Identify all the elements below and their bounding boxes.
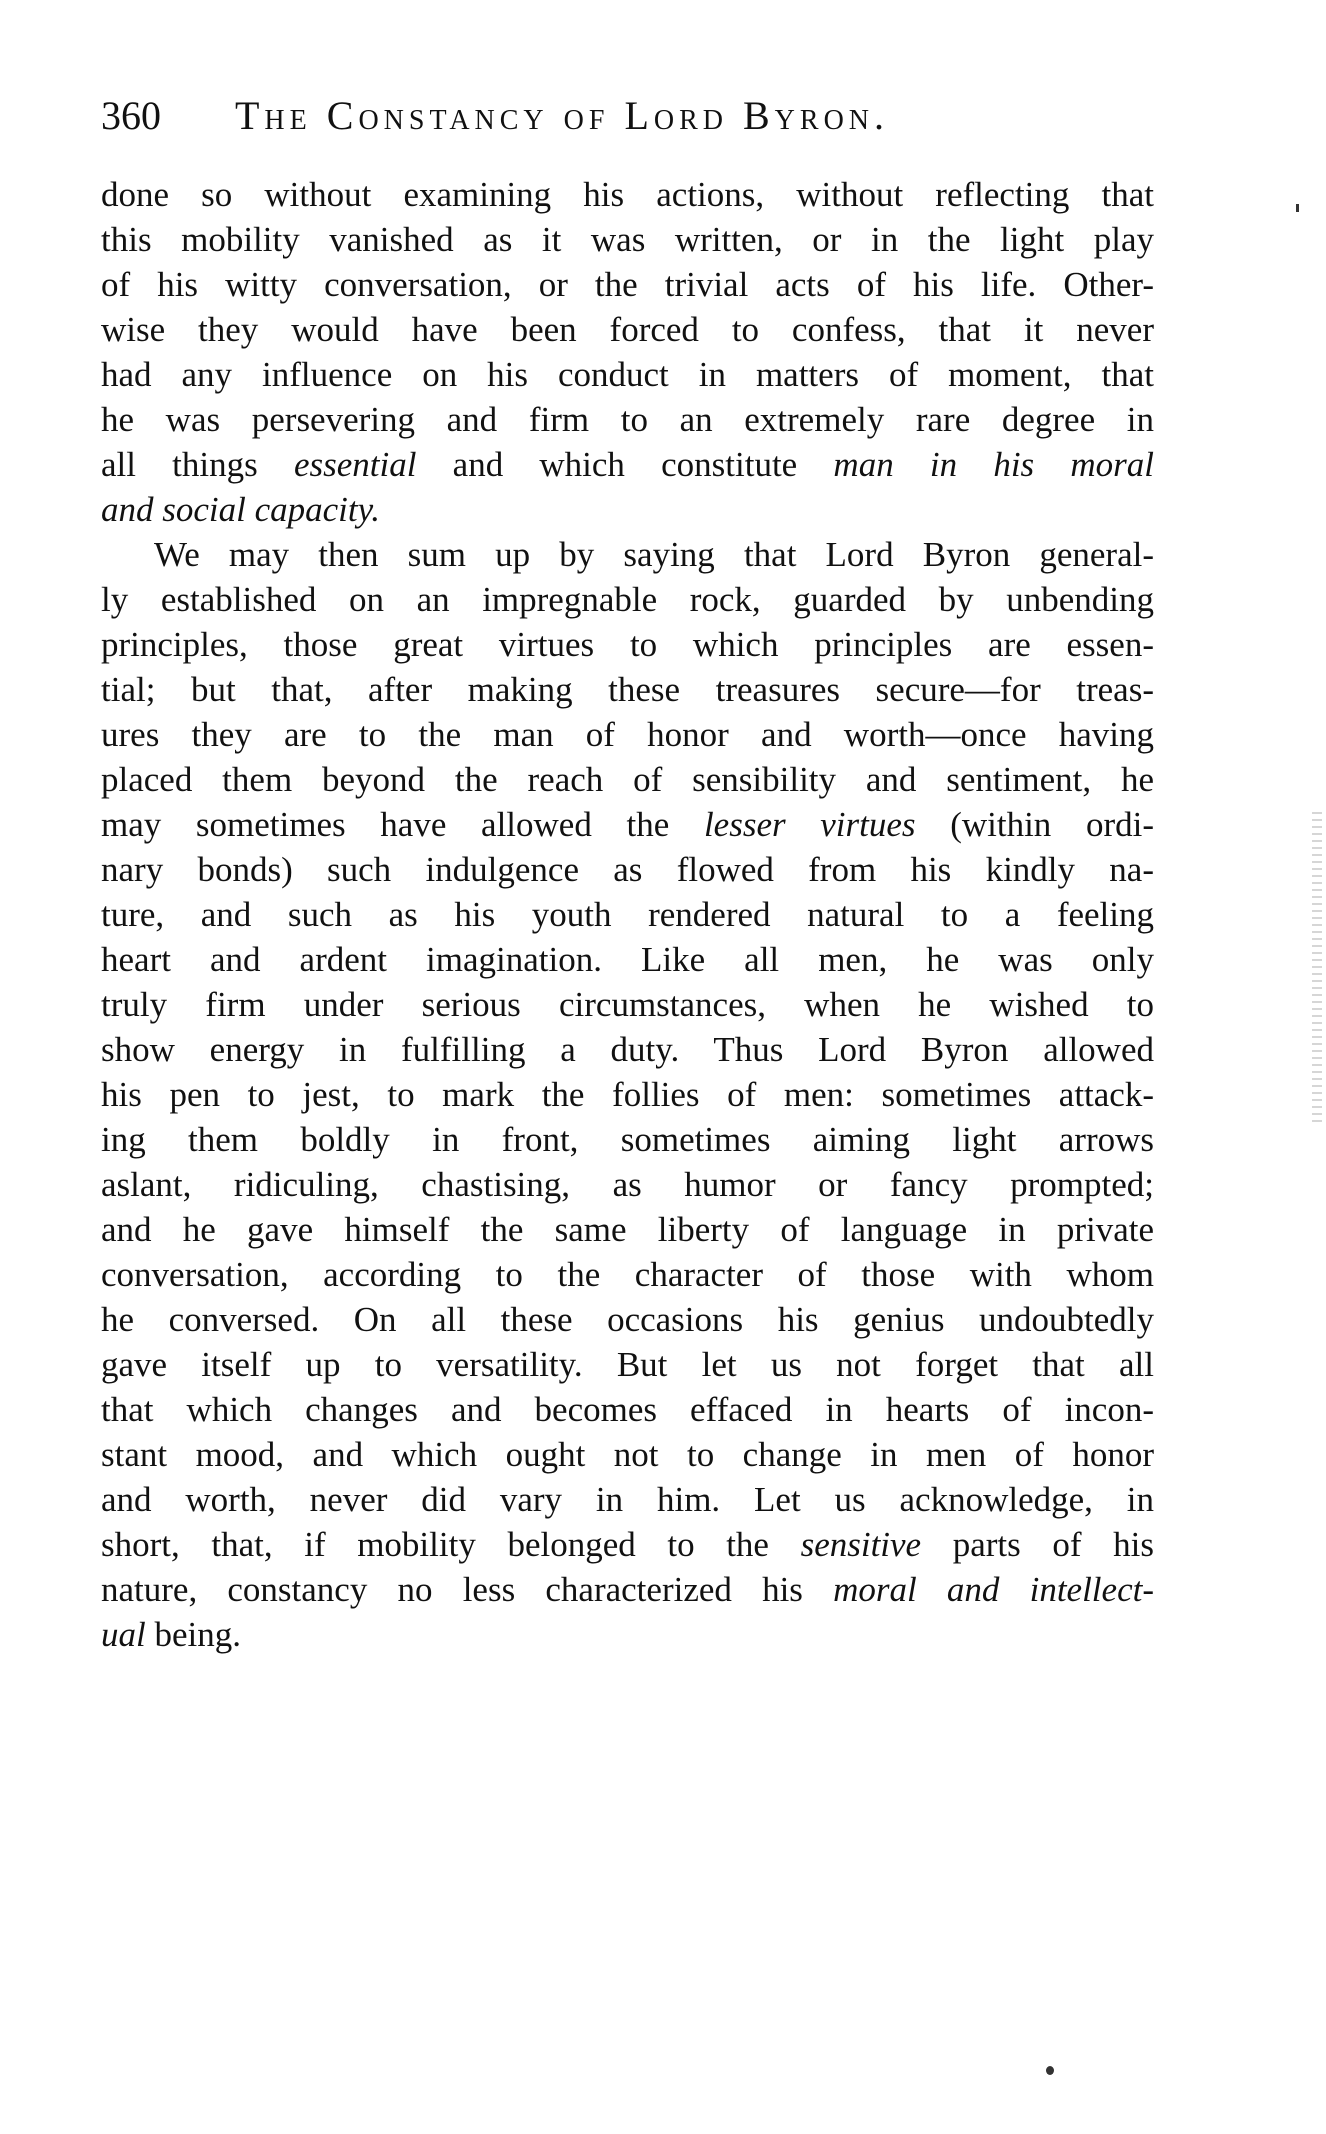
text-line bbox=[101, 1162, 1154, 1207]
text-line bbox=[101, 667, 1154, 712]
text-span: done so without examining his actions, without reflecting that bbox=[101, 175, 1154, 214]
paragraph bbox=[101, 532, 1154, 1657]
text-span: wise they would have been forced to confess, that it never bbox=[101, 310, 1154, 349]
text-span: ture, and such as his youth rendered natural to a feeling bbox=[101, 895, 1154, 934]
text-span: and he gave himself the same liberty of language in private bbox=[101, 1210, 1154, 1249]
text-span: may sometimes have allowed the bbox=[101, 805, 704, 844]
page-number: 360 bbox=[101, 93, 161, 138]
text-line bbox=[101, 1387, 1154, 1432]
text-span: gave itself up to versatility. But let us not forget that all bbox=[101, 1345, 1154, 1384]
text-line bbox=[101, 1027, 1154, 1072]
text-line bbox=[101, 937, 1154, 982]
text-line bbox=[101, 442, 1154, 487]
text-span: nature, constancy no less characterized his bbox=[101, 1570, 834, 1609]
text-line bbox=[101, 577, 1154, 622]
italic-text: and social capacity. bbox=[101, 490, 380, 529]
text-span: parts of his bbox=[921, 1525, 1154, 1564]
text-span: this mobility vanished as it was written, or in the light play bbox=[101, 220, 1154, 259]
text-line bbox=[101, 1522, 1154, 1567]
text-span: show energy in fulfilling a duty. Thus Lord Byron allowed bbox=[101, 1030, 1154, 1069]
text-span: he conversed. On all these occasions his genius undoubtedly bbox=[101, 1300, 1154, 1339]
text-line bbox=[101, 307, 1154, 352]
text-span: he was persevering and firm to an extremely rare degree in bbox=[101, 400, 1154, 439]
text-line bbox=[101, 532, 1154, 577]
text-line bbox=[101, 802, 1154, 847]
text-line bbox=[101, 1567, 1154, 1612]
text-line bbox=[101, 1297, 1154, 1342]
text-span: nary bonds) such indulgence as flowed from his kindly na- bbox=[101, 850, 1154, 889]
paragraph bbox=[101, 172, 1154, 532]
italic-text: ual bbox=[101, 1615, 146, 1654]
text-span: principles, those great virtues to which principles are essen- bbox=[101, 625, 1154, 664]
text-line bbox=[101, 757, 1154, 802]
page-header bbox=[101, 92, 1061, 142]
text-span: heart and ardent imagination. Like all men, he was only bbox=[101, 940, 1154, 979]
page-body bbox=[101, 172, 1154, 1657]
text-span: his pen to jest, to mark the follies of men: sometimes attack- bbox=[101, 1075, 1154, 1114]
italic-text: moral and intellect- bbox=[833, 1570, 1154, 1609]
text-span: and worth, never did vary in him. Let us acknowledge, in bbox=[101, 1480, 1154, 1519]
text-line bbox=[101, 1477, 1154, 1522]
text-line bbox=[101, 487, 1154, 532]
text-span: of his witty conversation, or the trivial acts of his life. Other- bbox=[101, 265, 1154, 304]
text-span: ures they are to the man of honor and worth—once having bbox=[101, 715, 1154, 754]
text-line bbox=[101, 397, 1154, 442]
text-line bbox=[101, 1072, 1154, 1117]
ink-speck bbox=[1046, 2066, 1054, 2075]
italic-text: lesser virtues bbox=[703, 805, 916, 844]
text-line bbox=[101, 892, 1154, 937]
text-line bbox=[101, 262, 1154, 307]
text-span: short, that, if mobility belonged to the bbox=[101, 1525, 801, 1564]
text-span: had any influence on his conduct in matters of moment, that bbox=[101, 355, 1154, 394]
text-line bbox=[101, 217, 1154, 262]
text-span: all things bbox=[101, 445, 294, 484]
text-line bbox=[101, 847, 1154, 892]
text-span: and which constitute bbox=[416, 445, 834, 484]
italic-text: man in his moral bbox=[833, 445, 1154, 484]
text-line bbox=[101, 352, 1154, 397]
text-line bbox=[101, 982, 1154, 1027]
text-line bbox=[101, 622, 1154, 667]
italic-text: sensitive bbox=[800, 1525, 922, 1564]
text-span: (within ordi- bbox=[915, 805, 1155, 844]
text-line bbox=[101, 1432, 1154, 1477]
italic-text: essential bbox=[293, 445, 417, 484]
page-edge-speckle bbox=[1312, 812, 1322, 1122]
text-line bbox=[101, 1612, 1154, 1657]
text-line bbox=[101, 1252, 1154, 1297]
text-span: placed them beyond the reach of sensibility and sentiment, he bbox=[101, 760, 1154, 799]
text-line bbox=[101, 712, 1154, 757]
text-span: ly established on an impregnable rock, guarded by unbending bbox=[101, 580, 1154, 619]
text-span: We may then sum up by saying that Lord Byron general- bbox=[154, 535, 1154, 574]
text-span: conversation, according to the character of those with whom bbox=[101, 1255, 1154, 1294]
text-span: that which changes and becomes effaced in hearts of incon- bbox=[101, 1390, 1154, 1429]
ink-speck bbox=[1296, 204, 1299, 212]
text-span: ing them boldly in front, sometimes aiming light arrows bbox=[101, 1120, 1154, 1159]
text-span: being. bbox=[145, 1615, 241, 1654]
running-title: The Constancy of Lord Byron. bbox=[235, 93, 890, 138]
text-line bbox=[101, 172, 1154, 217]
text-span: aslant, ridiculing, chastising, as humor or fancy prompted; bbox=[101, 1165, 1154, 1204]
text-line bbox=[101, 1207, 1154, 1252]
text-line bbox=[101, 1342, 1154, 1387]
text-span: tial; but that, after making these treasures secure—for treas- bbox=[101, 670, 1154, 709]
text-span: truly firm under serious circumstances, when he wished to bbox=[101, 985, 1154, 1024]
text-span: stant mood, and which ought not to change in men of honor bbox=[101, 1435, 1154, 1474]
text-line bbox=[101, 1117, 1154, 1162]
